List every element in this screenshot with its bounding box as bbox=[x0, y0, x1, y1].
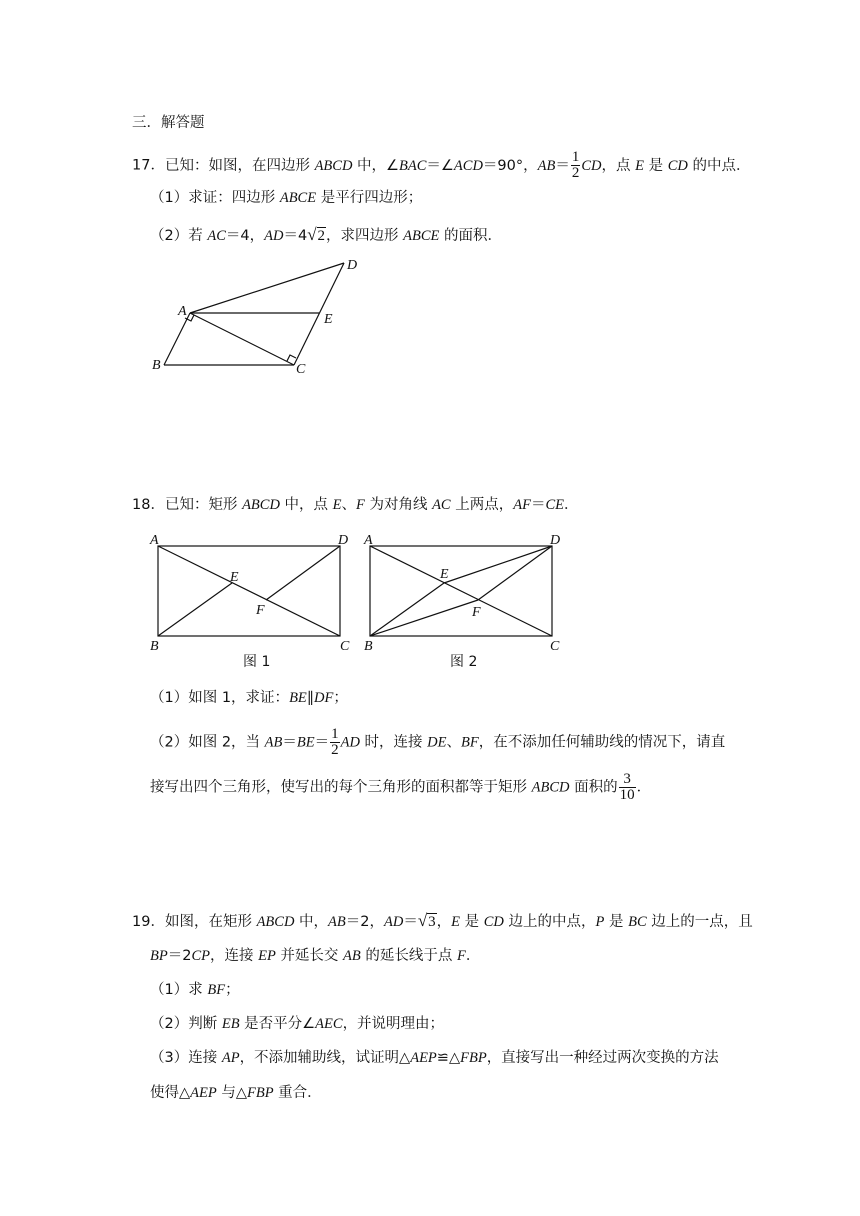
math-symbol: AC bbox=[207, 228, 226, 244]
math-symbol: BP bbox=[150, 948, 168, 964]
text-run: （3）连接 bbox=[150, 1050, 222, 1066]
label-e: E bbox=[230, 570, 239, 585]
math-symbol: AD bbox=[340, 734, 360, 751]
fraction-numerator: 3 bbox=[619, 772, 636, 788]
math-symbol: BC bbox=[628, 914, 647, 930]
text-run: ， bbox=[436, 914, 452, 930]
math-symbol: BF bbox=[461, 734, 479, 751]
math-symbol: E bbox=[451, 914, 461, 930]
label-d: D bbox=[347, 258, 358, 273]
diagonal-ac bbox=[158, 546, 340, 636]
right-angle-mark-c bbox=[287, 355, 296, 361]
text-run: 边上的中点， bbox=[503, 914, 596, 930]
text-run: 中， bbox=[294, 914, 329, 930]
text-run: ＝ bbox=[403, 914, 418, 930]
text-run: ． bbox=[465, 948, 481, 964]
text-run: 为对角线 bbox=[364, 497, 433, 513]
text-run: ≌△ bbox=[436, 1050, 461, 1066]
text-run: 是 bbox=[643, 157, 668, 174]
label-c: C bbox=[550, 639, 560, 654]
math-symbol: BE bbox=[296, 734, 315, 751]
math-symbol: ABCD bbox=[314, 157, 353, 174]
label-d: D bbox=[550, 533, 561, 548]
label-d: D bbox=[338, 533, 349, 548]
segment-de bbox=[444, 546, 552, 583]
math-symbol: E bbox=[332, 497, 342, 513]
q17-part2 bbox=[150, 225, 502, 246]
radicand: 2 bbox=[317, 228, 326, 244]
text-run: ，不添加辅助线，试证明△ bbox=[239, 1050, 411, 1066]
q19-part1 bbox=[150, 980, 240, 1000]
q17-stem bbox=[132, 150, 750, 181]
text-run: 是 bbox=[604, 914, 629, 930]
label-f: F bbox=[472, 605, 481, 620]
text-run: 上两点， bbox=[450, 497, 514, 513]
fraction-denominator: 10 bbox=[619, 787, 635, 803]
text-run: ，连接 bbox=[209, 948, 259, 964]
fraction-numerator: 1 bbox=[571, 149, 580, 165]
q19-stem-text bbox=[164, 911, 753, 930]
text-run: （1）如图 1，求证： bbox=[150, 690, 290, 706]
text-run: 边上的一点，且 bbox=[646, 914, 753, 930]
section-heading: 三．解答题 bbox=[132, 115, 205, 131]
segment-be bbox=[370, 583, 444, 636]
math-symbol: AEP bbox=[410, 1050, 437, 1066]
q19-part3 bbox=[150, 1048, 719, 1068]
square-root bbox=[418, 911, 437, 932]
text-run: 中，∠ bbox=[352, 157, 400, 174]
text-run: ． bbox=[563, 497, 579, 513]
text-run: ＝ bbox=[314, 734, 330, 751]
text-run: （1）求证：四边形 bbox=[150, 190, 280, 206]
text-run: 是否平分∠ bbox=[239, 1016, 316, 1032]
math-symbol: ABCE bbox=[403, 228, 440, 244]
segment-be bbox=[158, 583, 232, 636]
text-run: ，在不添加任何辅助线的情况下，请直 bbox=[478, 734, 726, 751]
text-run: ＝2， bbox=[345, 914, 384, 930]
text-run: ； bbox=[333, 690, 348, 706]
text-run: 、 bbox=[341, 497, 356, 513]
math-symbol: BAC bbox=[399, 157, 427, 174]
math-symbol: DF bbox=[314, 690, 334, 706]
math-symbol: EB bbox=[221, 1016, 240, 1032]
math-symbol: FBP bbox=[460, 1050, 487, 1066]
text-run: ∥ bbox=[306, 690, 315, 706]
text-run: ＝∠ bbox=[426, 157, 454, 174]
segment-df bbox=[266, 546, 340, 600]
fraction bbox=[571, 150, 581, 181]
q19-part3-cont bbox=[150, 1083, 322, 1103]
math-symbol: EP bbox=[258, 948, 276, 964]
text-run: 并延长交 bbox=[275, 948, 344, 964]
q19-stem bbox=[132, 911, 753, 932]
segment-df bbox=[478, 546, 552, 600]
label-c: C bbox=[296, 362, 306, 377]
q18-stem bbox=[132, 495, 578, 515]
math-symbol: P bbox=[595, 914, 605, 930]
text-run: （2）如图 2，当 bbox=[150, 734, 265, 751]
text-run: ＝ bbox=[555, 157, 570, 174]
segment-ad bbox=[190, 263, 344, 313]
label-a: A bbox=[178, 304, 187, 319]
math-symbol: CD bbox=[483, 914, 504, 930]
math-symbol: AEC bbox=[315, 1016, 343, 1032]
label-b: B bbox=[364, 639, 373, 654]
math-symbol: CD bbox=[581, 157, 602, 174]
math-symbol: AB bbox=[264, 734, 283, 751]
fraction-numerator: 1 bbox=[331, 726, 339, 742]
fraction bbox=[619, 772, 636, 803]
math-symbol: AB bbox=[537, 157, 556, 174]
text-run: 时，连接 bbox=[359, 734, 428, 751]
math-symbol: AB bbox=[328, 914, 346, 930]
text-run: （2）若 bbox=[150, 228, 208, 244]
q18-part1 bbox=[150, 688, 348, 708]
q18-figure-2 bbox=[358, 530, 568, 672]
segment-bf bbox=[370, 600, 478, 636]
math-symbol: AD bbox=[264, 228, 284, 244]
text-run: 是平行四边形； bbox=[316, 190, 423, 206]
math-symbol: ABCD bbox=[256, 914, 295, 930]
segment-ab bbox=[164, 313, 190, 365]
fraction-denominator: 2 bbox=[331, 742, 339, 758]
label-e: E bbox=[324, 312, 333, 327]
math-symbol: F bbox=[356, 497, 365, 513]
math-symbol: CP bbox=[191, 948, 210, 964]
figure-1-caption: 图 1 bbox=[243, 654, 271, 670]
math-symbol: BF bbox=[207, 982, 226, 998]
text-run: ； bbox=[225, 982, 240, 998]
text-run: 与△ bbox=[216, 1085, 247, 1101]
segment-cd bbox=[294, 263, 344, 365]
text-run: ． bbox=[636, 779, 652, 796]
math-symbol: E bbox=[635, 157, 644, 174]
text-run: ＝ bbox=[530, 497, 546, 513]
math-symbol: BE bbox=[289, 690, 307, 706]
label-f: F bbox=[256, 603, 265, 618]
q18-part2-cont bbox=[150, 772, 651, 803]
square-root bbox=[307, 225, 326, 246]
math-symbol: DE bbox=[427, 734, 447, 751]
q18-number: 18． bbox=[132, 497, 165, 513]
math-symbol: AD bbox=[383, 914, 404, 930]
math-symbol: AB bbox=[343, 948, 361, 964]
q17-number: 17． bbox=[132, 157, 165, 174]
fraction bbox=[330, 727, 340, 758]
text-run: 是 bbox=[460, 914, 484, 930]
text-run: 的中点． bbox=[687, 157, 751, 174]
math-symbol: ABCD bbox=[242, 497, 280, 513]
text-run: 接写出四个三角形，使写出的每个三角形的面积都等于矩形 bbox=[150, 779, 532, 796]
text-run: 重合． bbox=[273, 1085, 322, 1101]
radical-sign: √ bbox=[307, 225, 317, 244]
math-symbol: F bbox=[456, 948, 466, 964]
text-run: ，求四边形 bbox=[326, 228, 404, 244]
math-symbol: ACD bbox=[453, 157, 483, 174]
q18-stem-text bbox=[165, 497, 579, 513]
math-symbol: CE bbox=[545, 497, 564, 513]
text-run: ＝4 bbox=[283, 228, 308, 244]
math-symbol: CD bbox=[667, 157, 688, 174]
text-run: 、 bbox=[446, 734, 462, 751]
math-symbol: AF bbox=[513, 497, 531, 513]
figure-2-caption: 图 2 bbox=[450, 654, 478, 670]
text-run: ，并说明理由； bbox=[342, 1016, 445, 1032]
math-symbol: ABCE bbox=[279, 190, 317, 206]
label-a: A bbox=[150, 533, 159, 548]
q19-number: 19． bbox=[132, 914, 165, 930]
text-run: ＝90°， bbox=[482, 157, 538, 174]
math-symbol: AEP bbox=[190, 1085, 217, 1101]
q18-part2 bbox=[150, 727, 725, 758]
text-run: ＝ bbox=[282, 734, 297, 751]
text-run: 中，点 bbox=[279, 497, 333, 513]
text-run: 面积的 bbox=[569, 779, 618, 796]
q17-part1 bbox=[150, 188, 422, 208]
label-a: A bbox=[364, 533, 373, 548]
fraction-denominator: 2 bbox=[571, 165, 580, 181]
math-symbol: AC bbox=[432, 497, 451, 513]
q17-figure bbox=[148, 255, 368, 380]
diagonal-ac bbox=[370, 546, 552, 636]
math-symbol: ABCD bbox=[531, 779, 570, 796]
text-run: 已知：如图，在四边形 bbox=[164, 157, 315, 174]
label-b: B bbox=[150, 639, 159, 654]
text-run: ＝2 bbox=[167, 948, 192, 964]
text-run: ，点 bbox=[601, 157, 636, 174]
text-run: 使得△ bbox=[150, 1085, 191, 1101]
math-symbol: AP bbox=[221, 1050, 240, 1066]
q17-stem-text bbox=[164, 149, 751, 181]
text-run: 的面积． bbox=[439, 228, 502, 244]
text-run: ＝4， bbox=[225, 228, 265, 244]
math-symbol: FBP bbox=[247, 1085, 274, 1101]
text-run: 如图，在矩形 bbox=[164, 914, 257, 930]
radicand: 3 bbox=[428, 914, 436, 930]
text-run: （1）求 bbox=[150, 982, 208, 998]
label-c: C bbox=[340, 639, 350, 654]
text-run: （2）判断 bbox=[150, 1016, 222, 1032]
radical-sign: √ bbox=[417, 911, 428, 930]
q18-figure-1 bbox=[146, 530, 356, 672]
text-run: ，直接写出一种经过两次变换的方法 bbox=[486, 1050, 719, 1066]
text-run: 已知：矩形 bbox=[164, 497, 243, 513]
q19-stem-cont bbox=[150, 946, 480, 966]
q19-part2 bbox=[150, 1014, 444, 1034]
segment-ac bbox=[190, 313, 294, 365]
label-e: E bbox=[440, 567, 449, 582]
label-b: B bbox=[152, 358, 161, 373]
text-run: 的延长线于点 bbox=[360, 948, 457, 964]
